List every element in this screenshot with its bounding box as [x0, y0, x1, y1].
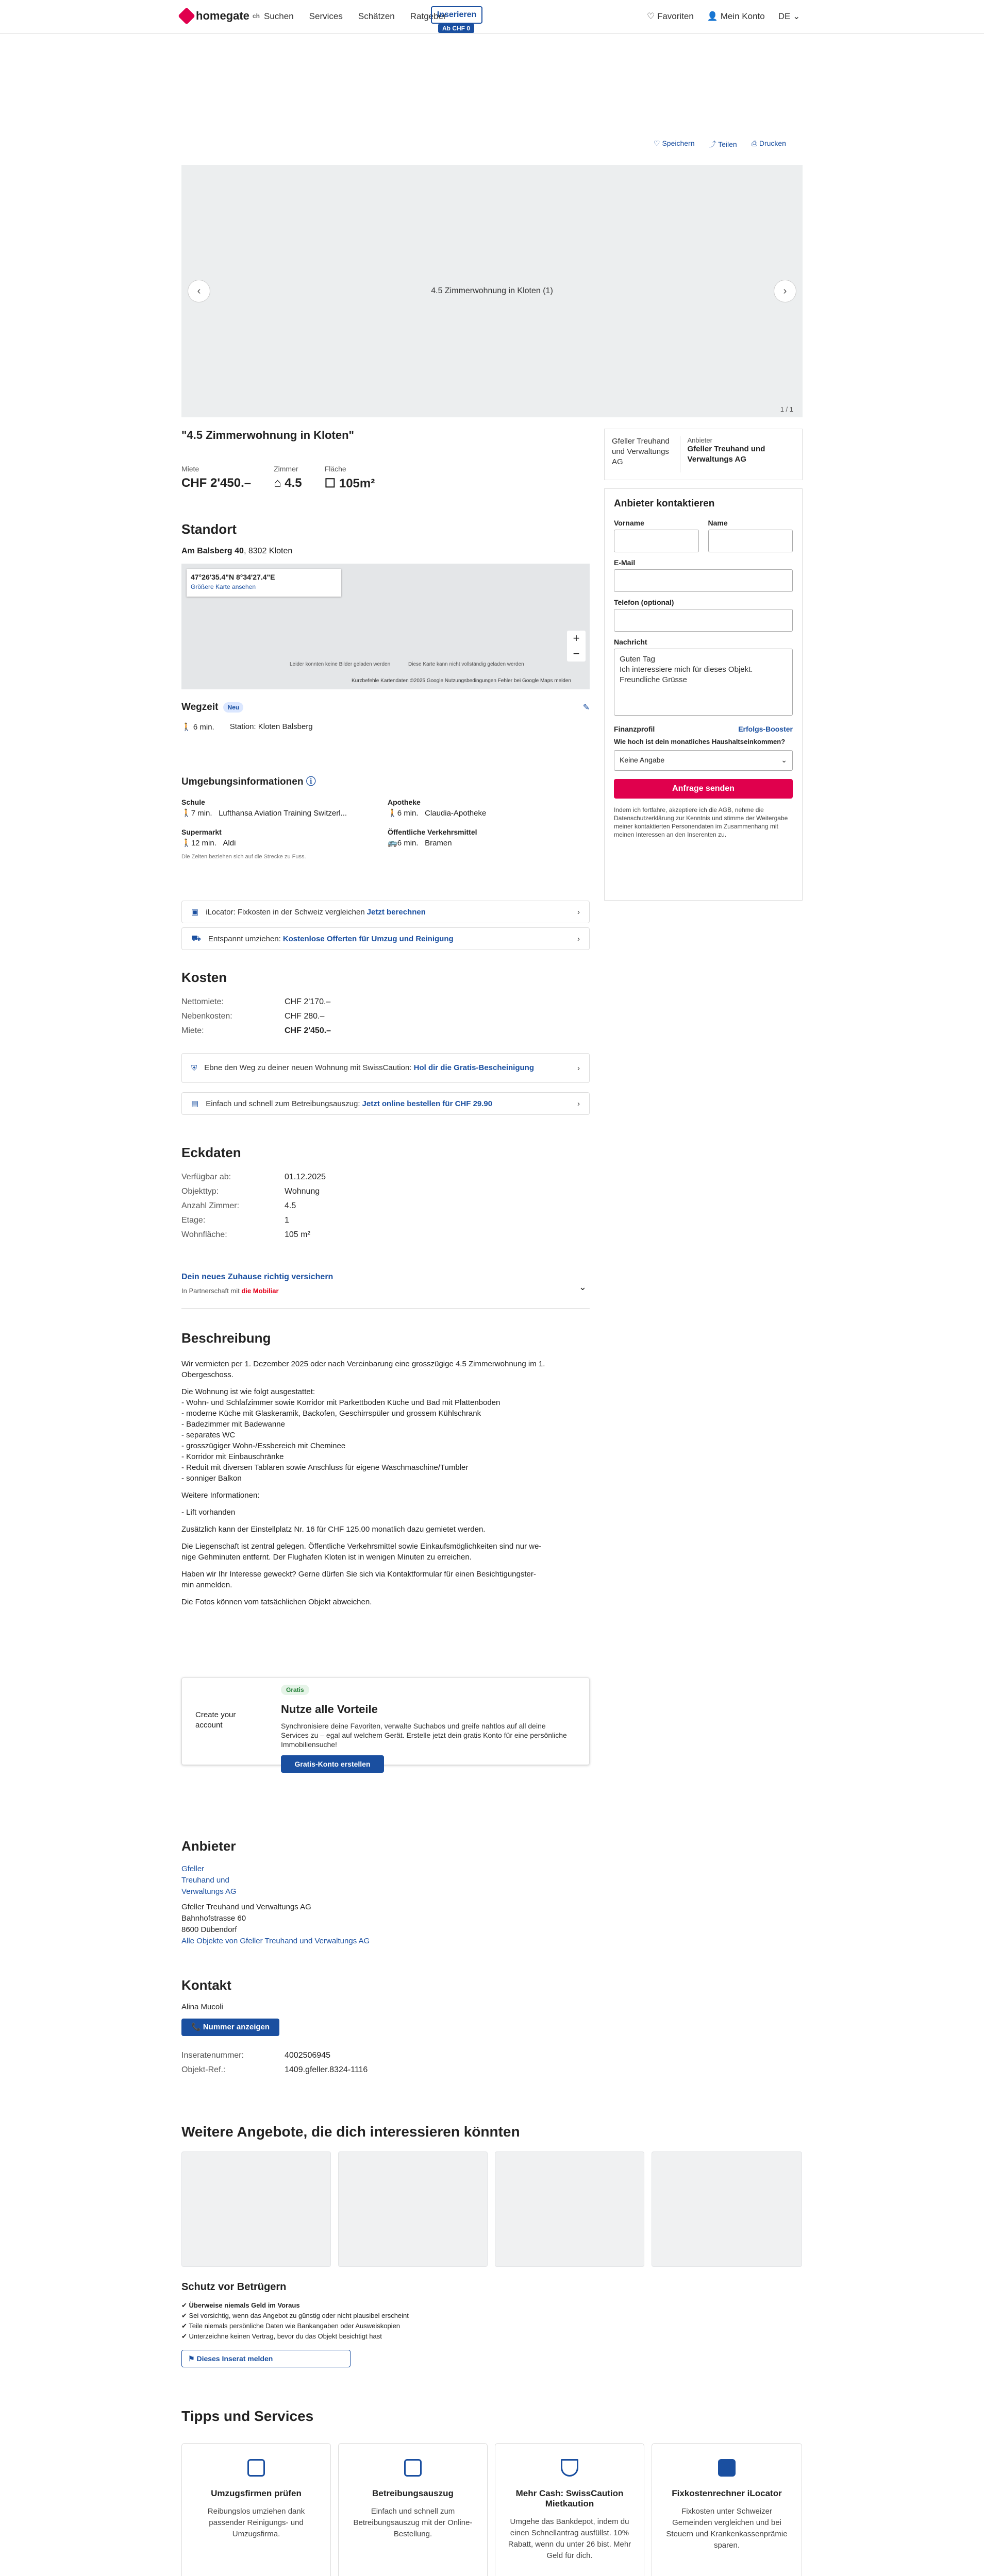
document-icon	[404, 2459, 422, 2477]
gallery-caption: 4.5 Zimmerwohnung in Kloten (1)	[431, 286, 553, 295]
nav-guide[interactable]: Ratgeber	[410, 11, 446, 21]
chevron-down-icon: ⌄	[578, 1282, 587, 1292]
location-section: Standort Am Balsberg 40, 8302 Kloten	[181, 521, 293, 555]
submit-request-button[interactable]: Anfrage senden	[614, 779, 793, 799]
map[interactable]: 47°26'35.4"N 8°34'27.4"E Größere Karte ansehen Leider konnten keine Bilder geladen werden Diese Karte kann nicht vollständig geladen werden + − Kurzbefehle Kartendaten ©2025 Google Nutzungsbedingungen Fehler bei Google Maps melden	[181, 564, 590, 689]
main-nav	[264, 11, 446, 22]
cost-row: Nettomiete: CHF 2'170.–	[181, 997, 331, 1006]
chevron-right-icon: ›	[577, 934, 580, 943]
description-line: - Wohn- und Schlafzimmer sowie Korridor mit Parkettboden Küche und Bad mit Plattenboden	[181, 1398, 501, 1407]
poi-supermarket: Supermarkt 🚶12 min. Aldi	[181, 828, 236, 848]
detail-row: Etage: 1	[181, 1216, 289, 1225]
poi-pharmacy: Apotheke 🚶6 min. Claudia-Apotheke	[388, 798, 487, 818]
description-line	[181, 1501, 590, 1507]
description-line: - Lift vorhanden	[181, 1508, 236, 1517]
insert-price-badge: Ab CHF 0	[438, 24, 474, 33]
report-listing-button[interactable]: ⚑ Dieses Inserat melden	[181, 2350, 351, 2367]
user-icon: 👤	[707, 11, 721, 21]
chevron-right-icon: ›	[577, 1063, 580, 1073]
insert-button[interactable]: Inserieren	[431, 6, 482, 24]
chevron-right-icon: ›	[577, 907, 580, 917]
house-icon: ⌂	[274, 476, 285, 490]
detail-row: Objekttyp: Wohnung	[181, 1187, 320, 1196]
tip-card-ilocator[interactable]: Fixkostenrechner iLocator Fixkosten unter Schweizer Gemeinden vergleichen und bei Steuern und Krankenkassenprämie sparen.	[652, 2443, 802, 2576]
poi-school: Schule 🚶7 min. Lufthansa Aviation Training Switzerl...	[181, 798, 347, 818]
create-account-button[interactable]: Gratis-Konto erstellen	[281, 1755, 384, 1773]
nav-search[interactable]: Suchen	[264, 11, 294, 21]
description-line: - Badezimmer mit Badewanne	[181, 1420, 285, 1429]
language-select[interactable]: DE ⌄	[778, 11, 800, 21]
shield-icon: ⛨	[191, 1063, 197, 1073]
map-zoom-controls[interactable]: + −	[567, 631, 586, 662]
favorites-link[interactable]: ♡ Favoriten	[647, 11, 694, 21]
rooms-fact: Zimmer ⌂ 4.5	[274, 465, 302, 490]
more-offers-title: Weitere Angebote, die dich interessieren könnten	[181, 2124, 520, 2140]
larger-map-link[interactable]: Größere Karte ansehen	[191, 583, 256, 590]
site-header	[0, 0, 984, 34]
lastname-input[interactable]	[708, 530, 793, 552]
description-line: Die Fotos können vom tatsächlichen Objekt abweichen.	[181, 1598, 372, 1606]
logo-icon	[178, 7, 195, 25]
agency-box: Gfeller Treuhand und Verwaltungs AG Anbieter Gfeller Treuhand und Verwaltungs AG	[604, 429, 803, 480]
walk-icon: 🚶	[181, 839, 191, 848]
legal-note: Indem ich fortfahre, akzeptiere ich die AGB, nehme die Datenschutzerklärung zur Kenntnis und stimme der Weitergabe meiner kontaktierten Personendaten im Zusammenhang mit meinen Interessen an den Inserenten zu.	[614, 806, 788, 838]
message-textarea[interactable]: Guten Tag Ich interessiere mich für dieses Objekt. Freundliche Grüsse	[614, 649, 793, 716]
description-line	[181, 1590, 590, 1597]
cost-row: Nebenkosten: CHF 280.–	[181, 1012, 325, 1021]
walk-icon: 🚶	[388, 809, 397, 818]
description-line: Die Liegenschaft ist zentral gelegen. Öffentliche Verkehrsmittel sowie Einkaufsmöglichkeiten sind nur we-	[181, 1542, 542, 1551]
description-text	[181, 1359, 590, 1607]
all-objects-link[interactable]: Alle Objekte von Gfeller Treuhand und Verwaltungs AG	[181, 1937, 370, 1945]
detail-row: Verfügbar ab: 01.12.2025	[181, 1173, 326, 1181]
contact-form: Anbieter kontaktieren Vorname Name E-Mail Telefon (optional) Nachricht Guten Tag Ich interessiere mich für dieses Objekt. Freundliche Grüsse Finanzprofil Erfolgs-Booster Wie hoch ist dein monatliches Haushaltseinkommen? Keine Angabe ⌄ Anfrage senden Indem ich fortfahre, akzeptiere ich die AGB, nehme die Datenschutzerklärung zur Kenntnis und stimme der Weitergabe meiner kontaktierten Personendaten im Zusammenhang mit meinen Interessen an den Inserenten zu.	[604, 488, 803, 901]
map-icon	[718, 2459, 736, 2477]
document-icon: ▤	[191, 1099, 199, 1108]
debt-extract-banner[interactable]: ▤ Einfach und schnell zum Betreibungsauszug: Jetzt online bestellen für CHF 29.90 ›	[181, 1092, 590, 1115]
description-line	[181, 1518, 590, 1524]
area-fact: Fläche ☐ 105m²	[324, 465, 375, 490]
gallery-next-button[interactable]: ›	[774, 280, 796, 302]
moving-banner[interactable]: ⛟ Entspannt umziehen: Kostenlose Offerten für Umzug und Reinigung ›	[181, 927, 590, 950]
agency-logo-text: Gfeller Treuhand und Verwaltungs AG	[612, 437, 670, 466]
description-line: Die Wohnung ist wie folgt ausgestattet:	[181, 1387, 315, 1396]
chevron-down-icon: ⌄	[781, 756, 787, 764]
free-badge: Gratis	[281, 1685, 309, 1695]
gallery-prev-button[interactable]: ‹	[188, 280, 210, 302]
cost-row: Miete: CHF 2'450.–	[181, 1026, 331, 1035]
contact-row: Inseratenummer: 4002506945	[181, 2051, 330, 2060]
listing-title: "4.5 Zimmerwohnung in Kloten"	[181, 429, 354, 442]
ilocator-banner[interactable]: ▣ iLocator: Fixkosten in der Schweiz vergleichen Jetzt berechnen ›	[181, 901, 590, 923]
agency-name: Gfeller Treuhand und Verwaltungs AG	[687, 445, 765, 464]
description-line: - Korridor mit Einbauschränke	[181, 1452, 284, 1461]
check-icon: ✔	[181, 2332, 189, 2340]
show-number-button[interactable]: 📞 Nummer anzeigen	[181, 2019, 279, 2036]
description-line	[181, 1484, 590, 1490]
check-icon: ✔	[181, 2301, 189, 2309]
edit-icon[interactable]: ✎	[582, 703, 590, 712]
share-actions	[654, 139, 786, 149]
chevron-right-icon: ›	[577, 1099, 580, 1108]
print-button[interactable]: ⎙ Drucken	[751, 139, 786, 147]
details-section: Eckdaten Verfügbar ab: 01.12.2025 Objekttyp: Wohnung Anzahl Zimmer: 4.5 Etage: 1 Wohnfläche: 105 m²	[181, 1145, 590, 1242]
flag-icon: ⚑	[188, 2354, 197, 2363]
description-line: Weitere Informationen:	[181, 1491, 260, 1500]
rent-fact: Miete CHF 2'450.–	[181, 465, 252, 490]
fraud-section: Schutz vor Betrügern ✔ Überweise niemals Geld im Voraus ✔ Sei vorsichtig, wenn das Angebot zu günstig oder nicht plausibel erscheint ✔ Teile niemals persönliche Daten wie Bankangaben oder Ausweiskopien ✔ Unterzeichne keinen Vertrag, bevor du das Objekt besichtigt hast ⚑ Dieses Inserat melden	[181, 2281, 439, 2367]
listing-summary	[181, 429, 590, 491]
offer-card-placeholder[interactable]	[181, 2151, 331, 2267]
finance-booster-link[interactable]: Erfolgs-Booster	[738, 725, 793, 733]
area-icon: ☐	[324, 477, 339, 490]
new-badge: Neu	[223, 702, 243, 713]
description-line: Wir vermieten per 1. Dezember 2025 oder nach Vereinbarung eine grosszügige 4.5 Zimmerwohnung im 1. Obergeschoss.	[181, 1360, 545, 1379]
income-select[interactable]: Keine Angabe ⌄	[614, 750, 793, 771]
description-line	[181, 1563, 590, 1569]
phone-input[interactable]	[614, 609, 793, 632]
nav-services[interactable]: Services	[309, 11, 343, 21]
description-line: - Reduit mit diversen Tablaren sowie Anschluss für eigene Waschmaschine/Tumbler	[181, 1463, 469, 1472]
tip-card-movers[interactable]: Umzugsfirmen prüfen Reibungslos umziehen dank passender Reinigungs- und Umzugsfirma.	[181, 2443, 331, 2576]
check-icon: ✔	[181, 2312, 189, 2319]
share-button[interactable]: ⤴ Teilen	[709, 140, 737, 148]
shield-icon	[561, 2459, 578, 2477]
description-line: - grosszügiger Wohn-/Essbereich mit Cheminee	[181, 1442, 346, 1450]
description-line	[181, 1380, 590, 1386]
description-line: Haben wir Ihr Interesse geweckt? Gerne dürfen Sie sich via Kontaktformular für einen Besichtigungster-	[181, 1570, 536, 1579]
truck-icon: ⛟	[191, 934, 201, 943]
commute-section: Wegzeit Neu ✎ 🚶 6 min. Station: Kloten Balsberg	[181, 702, 590, 732]
description-section: Beschreibung Wir vermieten per 1. Dezember 2025 oder nach Vereinbarung eine grosszügige 4.5 Zimmerwohnung im 1. Obergeschoss. Die Wohnung ist wie folgt ausgestattet: - Wohn- und Schlafzimmer sowie Korridor mit Parkettboden Küche und Bad mit Plattenboden - moderne Küche mit Glaskeramik, Backofen, Geschirrspüler und grossem Kühlschrank - Badezimmer mit Badewanne - separates WC - grosszügiger Wohn-/Essbereich mit Cheminee - Korridor mit Einbauschränke - Reduit mit diversen Tablaren sowie Anschluss für eigene Waschmaschine/Tumbler - sonniger Balkon Weitere Informationen: - Lift vorhanden Zusätzlich kann der Einstellplatz Nr. 16 für CHF 125.00 monatlich dazu gemietet werden. Die Liegenschaft ist zentral gelegen. Öffentliche Verkehrsmittel sowie Einkaufsmöglichkeiten sind nur we- nige Gehminuten entfernt. Der Flughafen Kloten ist in wenigen Minuten zu erreichen. Haben wir Ihr Interesse geweckt? Gerne dürfen Sie sich via Kontaktformular für einen Besichtigungster- min anmelden. Die Fotos können vom tatsächlichen Objekt abweichen.	[181, 1330, 590, 1607]
mobiliar-logo: die Mobiliar	[241, 1287, 279, 1295]
tip-card-extract[interactable]: Betreibungsauszug Einfach und schnell zum Betreibungsauszug mit der Online-Bestellung.	[338, 2443, 488, 2576]
description-line	[181, 1535, 590, 1541]
surroundings-section: Umgebungsinformationen ⓘ Schule 🚶7 min. Lufthansa Aviation Training Switzerl... Apotheke 🚶6 min. Claudia-Apotheke Supermarkt 🚶12 min. Aldi Öffentliche Verkehrsmittel 🚌6 min. Bramen Die Zeiten beziehen sich auf die Strecke zu Fuss.	[181, 774, 590, 860]
map-icon: ▣	[191, 908, 199, 917]
contact-row: Objekt-Ref.: 1409.gfeller.8324-1116	[181, 2065, 368, 2074]
check-icon: ✔	[181, 2322, 189, 2330]
contact-section: Kontakt Alina Mucoli 📞 Nummer anzeigen Inseratenummer: 4002506945 Objekt-Ref.: 1409.gfeller.8324-1116	[181, 1977, 590, 2077]
tip-card-caution[interactable]: Mehr Cash: SwissCaution Mietkaution Umgehe das Bankdepot, indem du einen Schnellantrag ausfüllst. 10% Rabatt, wenn du unter 26 bist. Mehr Geld für dich.	[495, 2443, 644, 2576]
walk-icon: 🚶	[181, 723, 193, 732]
account-promo: Create your account Gratis Nutze alle Vorteile Synchronisiere deine Favoriten, verwalte Suchabos und greife nahtlos auf all deine Services zu – egal auf welchem Gerät. Erstelle jetzt dein gratis Konto für eine persönliche Immobiliensuche! Gratis-Konto erstellen	[181, 1677, 590, 1765]
email-input[interactable]	[614, 569, 793, 592]
walk-icon: 🚶	[181, 809, 191, 818]
detail-row: Anzahl Zimmer: 4.5	[181, 1201, 296, 1210]
description-line: - sonniger Balkon	[181, 1474, 242, 1483]
tips-title: Tipps und Services	[181, 2408, 314, 2424]
nav-estimate[interactable]: Schätzen	[358, 11, 395, 21]
bus-icon: 🚌	[388, 839, 397, 848]
offer-card-placeholder[interactable]	[338, 2151, 488, 2267]
description-line: - separates WC	[181, 1431, 236, 1439]
firstname-input[interactable]	[614, 530, 699, 552]
costs-section: Kosten Nettomiete: CHF 2'170.– Nebenkosten: CHF 280.– Miete: CHF 2'450.–	[181, 970, 590, 1038]
offer-card-placeholder[interactable]	[495, 2151, 644, 2267]
provider-section: Anbieter Gfeller Treuhand und Verwaltungs AG Gfeller Treuhand und Verwaltungs AG Bahnhofstrasse 60 8600 Dübendorf Alle Objekte von Gfeller Treuhand und Verwaltungs AG	[181, 1838, 590, 1947]
homegate-logo[interactable]: homegate ch	[180, 9, 260, 23]
description-line: min anmelden.	[181, 1581, 232, 1589]
insurance-accordion[interactable]: Dein neues Zuhause richtig versichern In Partnerschaft mit die Mobiliar ⌄	[181, 1273, 590, 1309]
offer-card-placeholder[interactable]	[652, 2151, 802, 2267]
phone-icon: 📞	[191, 2023, 203, 2031]
poi-transport: Öffentliche Verkehrsmittel 🚌6 min. Bramen	[388, 828, 477, 848]
heart-icon: ♡	[647, 11, 657, 21]
swisscaution-banner[interactable]: ⛨ Ebne den Weg zu deiner neuen Wohnung mit SwissCaution: Hol dir die Gratis-Bescheinigung ›	[181, 1053, 590, 1083]
save-button[interactable]: ♡ Speichern	[654, 139, 695, 147]
description-line: nige Gehminuten entfernt. Der Flughafen Kloten ist in wenigen Minuten zu erreichen.	[181, 1553, 472, 1562]
image-gallery[interactable]	[181, 165, 803, 417]
info-icon[interactable]: ⓘ	[306, 776, 316, 787]
description-line: - moderne Küche mit Glaskeramik, Backofen, Geschirrspüler und grossem Kühlschrank	[181, 1409, 481, 1418]
gallery-counter: 1 / 1	[780, 405, 793, 413]
box-icon	[247, 2459, 265, 2477]
description-line: Zusätzlich kann der Einstellplatz Nr. 16 für CHF 125.00 monatlich dazu gemietet werden.	[181, 1525, 486, 1534]
detail-row: Wohnfläche: 105 m²	[181, 1230, 310, 1239]
provider-logo[interactable]: Gfeller Treuhand und Verwaltungs AG	[181, 1865, 237, 1896]
account-link[interactable]: 👤 Mein Konto	[707, 11, 765, 21]
